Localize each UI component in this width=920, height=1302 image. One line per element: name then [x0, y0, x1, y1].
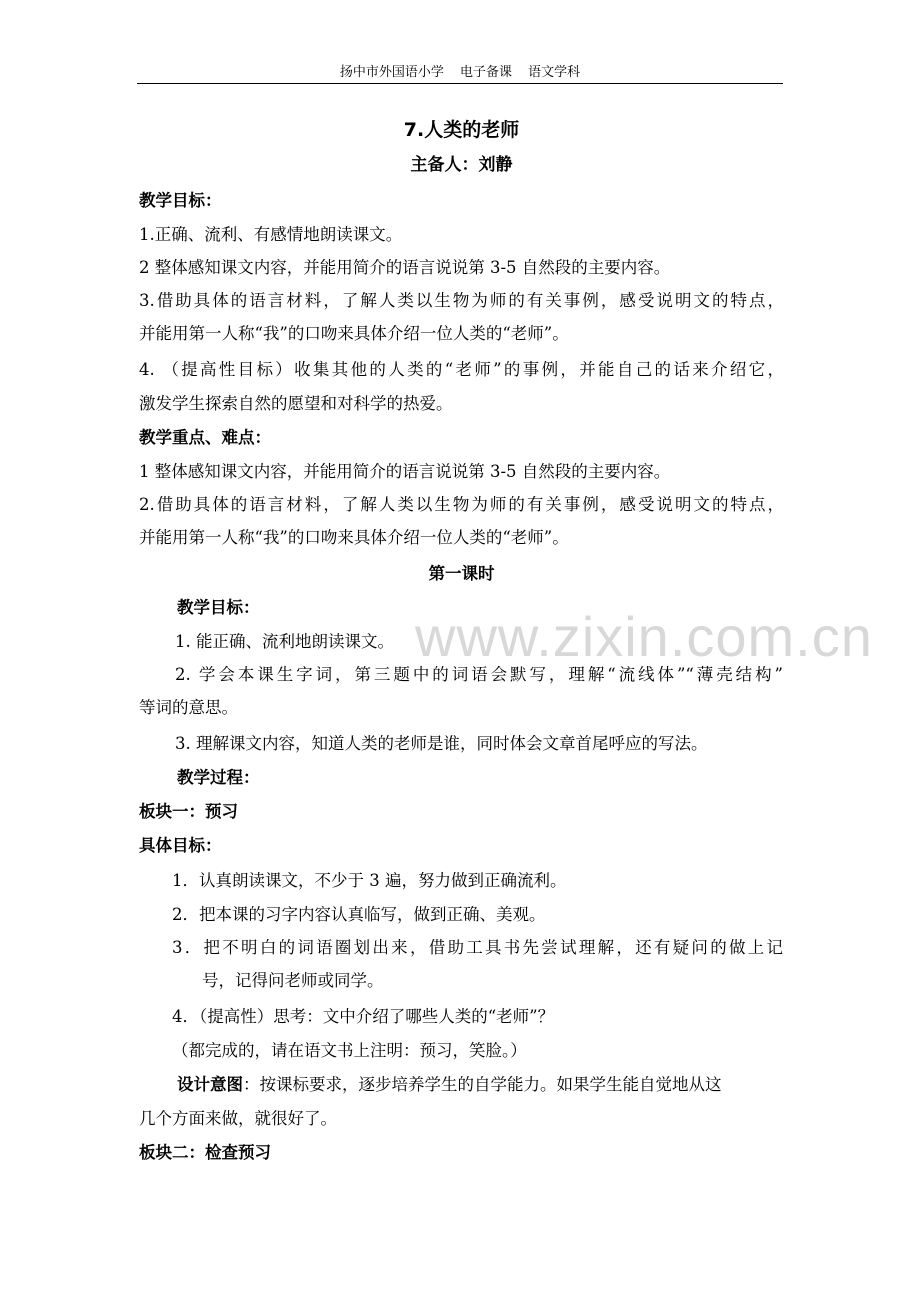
design-intent-label: 设计意图 [177, 1075, 243, 1094]
design-intent-line: 几个方面来做，就很好了。 [139, 1109, 337, 1128]
specific-goal-line: 2．把本课的习字内容认真临写，做到正确、美观。 [172, 905, 546, 924]
goal-line: 激发学生探索自然的愿望和对科学的热爱。 [139, 394, 453, 413]
doc-title: 7.人类的老师 [403, 119, 520, 141]
goal-line: 1.正确、流利、有感情地朗读课文。 [139, 225, 403, 244]
specific-goal-line: 4．（提高性）思考：文中介绍了哪些人类的“老师”？ [172, 1007, 555, 1026]
lesson1-goal-line: 1. 能正确、流利地朗读课文。 [175, 632, 394, 651]
goal-line: 4. （提高性目标）收集其他的人类的“老师”的事例，并能自己的话来介绍它， [139, 360, 784, 379]
goal-line: 并能用第一人称“我”的口吻来具体介绍一位人类的“老师”。 [139, 324, 569, 343]
lesson1-goals-heading: 教学目标： [177, 598, 260, 617]
key-points-heading: 教学重点、难点： [139, 428, 271, 447]
lesson1-goal-line: 3. 理解课文内容，知道人类的老师是谁，同时体会文章首尾呼应的写法。 [175, 734, 708, 753]
header-subject: 语文学科 [528, 65, 581, 80]
watermark: www.zixin.com.cn [415, 605, 873, 668]
goal-line: 2 整体感知课文内容，并能用简介的语言说说第 3-5 自然段的主要内容。 [139, 258, 671, 277]
specific-goal-line: 号，记得问老师或同学。 [202, 971, 384, 990]
header-rule [137, 83, 783, 84]
goal-line: 3.借助具体的语言材料，了解人类以生物为师的有关事例，感受说明文的特点， [139, 291, 784, 310]
header-section: 电子备课 [459, 65, 512, 80]
block1-heading: 板块一：预习 [139, 802, 238, 821]
lesson1-goal-line: 2. 学会本课生字词，第三题中的词语会默写，理解“流线体”“薄壳结构” [175, 665, 783, 684]
page-header [137, 64, 783, 82]
header-school: 扬中市外国语小学 [339, 65, 444, 80]
specific-goal-line: 3．把不明白的词语圈划出来，借助工具书先尝试理解，还有疑问的做上记 [172, 938, 783, 957]
design-intent-line [177, 1074, 783, 1096]
goals-heading: 教学目标： [139, 191, 222, 210]
key-point-line: 并能用第一人称“我”的口吻来具体介绍一位人类的“老师”。 [139, 528, 569, 547]
specific-goal-line: （都完成的，请在语文书上注明：预习，笑脸。） [172, 1041, 527, 1060]
design-intent-text: ：按课标要求，逐步培养学生的自学能力。如果学生能自觉地从这 [243, 1075, 722, 1094]
lesson1-heading: 第一课时 [428, 564, 495, 583]
specific-goal-line: 1．认真朗读课文，不少于 3 遍，努力做到正确流利。 [172, 871, 567, 890]
lesson1-goal-line: 等词的意思。 [139, 698, 238, 717]
key-point-line: 2.借助具体的语言材料，了解人类以生物为师的有关事例，感受说明文的特点， [139, 495, 784, 514]
block2-heading: 板块二：检查预习 [139, 1143, 271, 1162]
specific-goals-heading: 具体目标： [139, 836, 222, 855]
doc-author: 主备人：刘静 [410, 155, 513, 175]
process-heading: 教学过程： [177, 768, 260, 787]
key-point-line: 1 整体感知课文内容，并能用简介的语言说说第 3-5 自然段的主要内容。 [139, 462, 671, 481]
